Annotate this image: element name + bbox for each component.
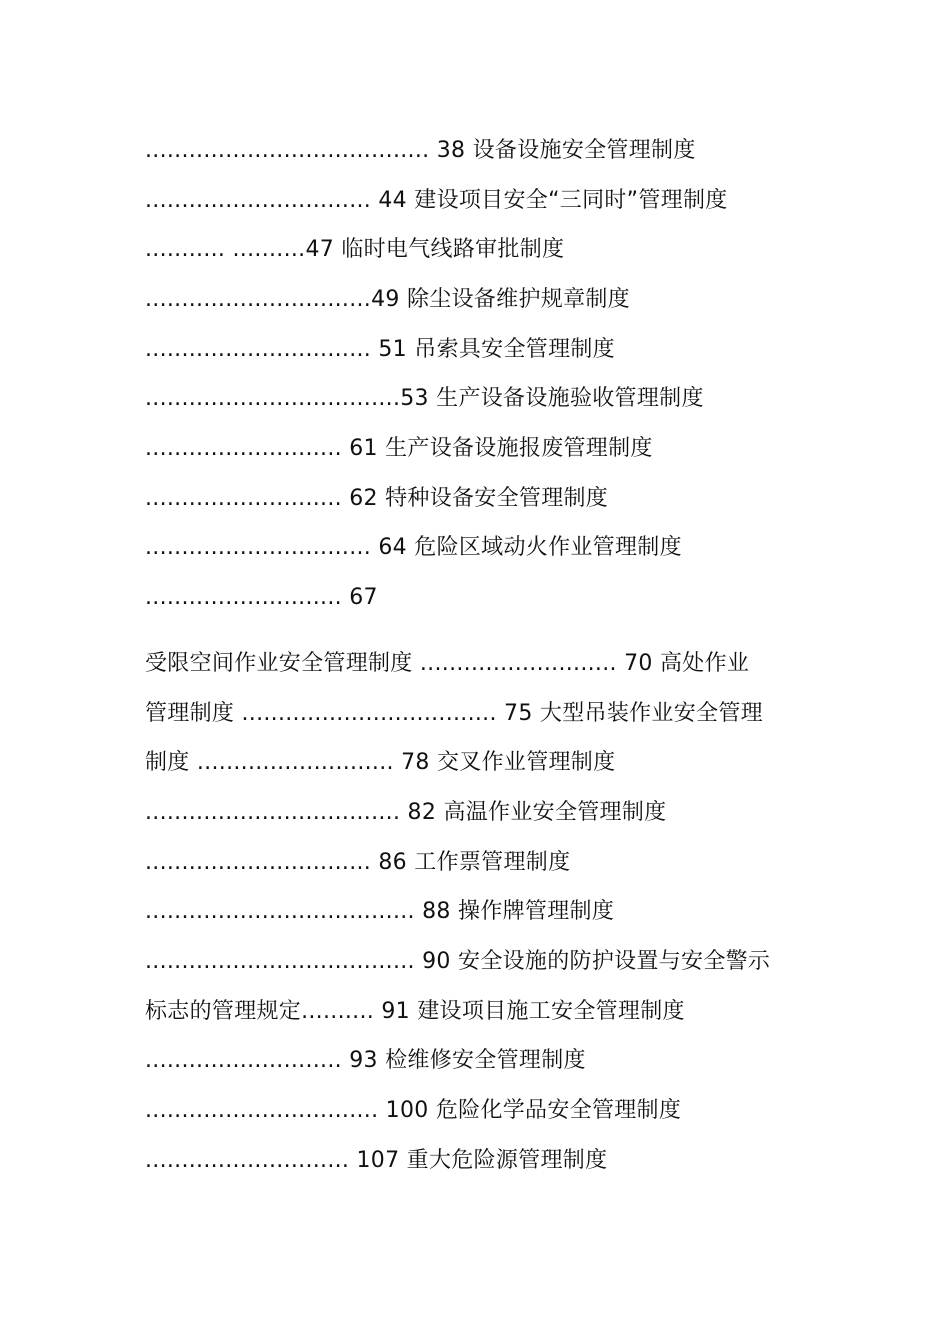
toc-line-64: ............................... 64 危险区域动火作业管理制度 [145,535,682,560]
toc-line-62: ........................... 62 特种设备安全管理制度 [145,486,609,511]
toc-line-51: ............................... 51 吊索具安全管理制度 [145,337,615,362]
toc-line-70: 受限空间作业安全管理制度 ........................... 70 高处作业 [145,651,750,676]
toc-line-88: ..................................... 88 操作牌管理制度 [145,899,615,924]
toc-line-107: ............................ 107 重大危险源管理制度 [145,1148,608,1173]
toc-line-100: ................................ 100 危险化学品安全管理制度 [145,1098,682,1123]
toc-line-49: ...............................49 除尘设备维护规章制度 [145,287,630,312]
toc-line-86: ............................... 86 工作票管理制度 [145,850,571,875]
toc-line-75: 管理制度 ................................... 75 大型吊装作业安全管理 [145,701,763,726]
toc-line-67: ........................... 67 [145,585,378,610]
toc-line-91: 标志的管理规定.......... 91 建设项目施工安全管理制度 [145,999,685,1024]
toc-line-38: ....................................... 38 设备设施安全管理制度 [145,138,696,163]
toc-line-78: 制度 ........................... 78 交叉作业管理制度 [145,750,616,775]
toc-line-44: ............................... 44 建设项目安全“三同时”管理制度 [145,188,728,213]
toc-line-93: ........................... 93 检维修安全管理制度 [145,1048,586,1073]
toc-line-61: ........................... 61 生产设备设施报废管理制度 [145,436,653,461]
toc-line-53: ...................................53 生产设备设施验收管理制度 [145,386,704,411]
toc-line-90: ..................................... 90 安全设施的防护设置与安全警示 [145,949,771,974]
toc-line-82: ................................... 82 高温作业安全管理制度 [145,800,667,825]
toc-line-47: ........... ..........47 临时电气线路审批制度 [145,237,565,262]
